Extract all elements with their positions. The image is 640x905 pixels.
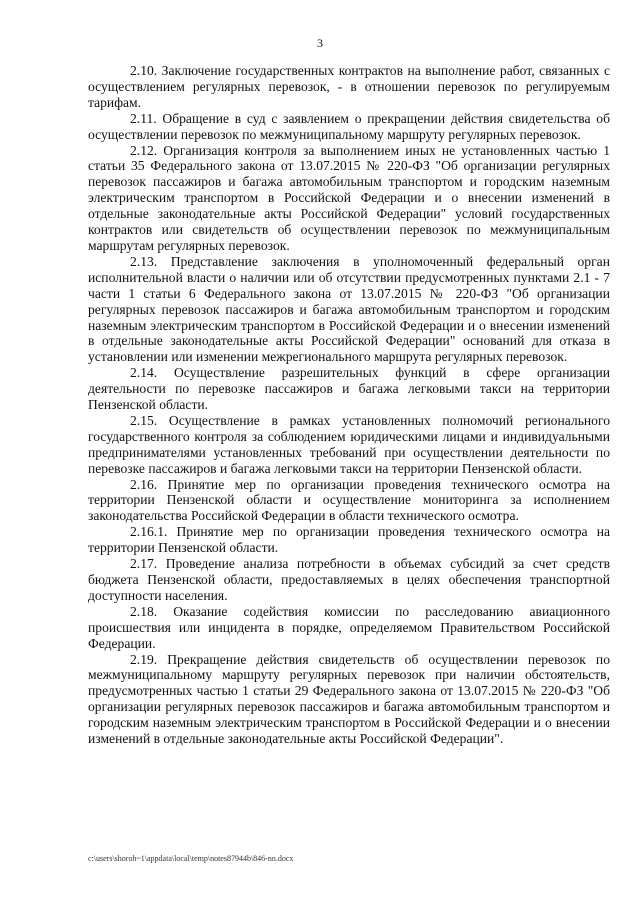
- document-body: [88, 63, 610, 747]
- page-number: 3: [317, 36, 323, 50]
- paragraph-2-19: 2.19. Прекращение действия свидетельств об осуществлении перевозок по межмуниципальному маршруту регулярных перевозок при наличии обстоятельств, предусмотренных частью 1 статьи 29 Федерального закона от 13.07.2015 № 220-ФЗ "Об организации регулярных перевозок пассажиров и багажа автомобильным транспортом и городским наземным электрическим транспортом в Российской Федерации и о внесении изменений в отдельные законодательные акты Российской Федерации".: [88, 651, 610, 747]
- paragraph-2-16-1: 2.16.1. Принятие мер по организации проведения технического осмотра на территории Пензенской области.: [88, 524, 610, 556]
- paragraph-2-11: 2.11. Обращение в суд с заявлением о прекращении действия свидетельства об осуществлении перевозок по межмуниципальному маршруту регулярных перевозок.: [88, 110, 610, 142]
- paragraph-2-14: 2.14. Осуществление разрешительных функций в сфере организации деятельности по перевозке пассажиров и багажа легковыми такси на территории Пензенской области.: [88, 365, 610, 413]
- paragraph-2-13: 2.13. Представление заключения в уполномоченный федеральный орган исполнительной власти о наличии или об отсутствии предусмотренных пунктами 2.1 - 7 части 1 статьи 6 Федерального закона от 13.07.2015 № 220-ФЗ "Об организации регулярных перевозок пассажиров и багажа автомобильным транспортом и городским наземным электрическим транспортом в Российской Федерации и о внесении изменений в отдельные законодательные акты Российской Федерации" оснований для отказа в установлении или изменении межрегионального маршрута регулярных перевозок.: [88, 253, 610, 365]
- footer-file-path: c:\users\shoroh~1\appdata\local\temp\notes87944b\846-nn.docx: [88, 854, 294, 863]
- paragraph-2-16: 2.16. Принятие мер по организации проведения технического осмотра на территории Пензенской области и осуществление мониторинга за исполнением законодательства Российской Федерации в области технического осмотра.: [88, 476, 610, 524]
- paragraph-2-12: 2.12. Организация контроля за выполнением иных не установленных частью 1 статьи 35 Федерального закона от 13.07.2015 № 220-ФЗ "Об организации регулярных перевозок пассажиров и багажа автомобильным транспортом и городским наземным электрическим транспортом в Российской Федерации и о внесении изменений в отдельные законодательные акты Российской Федерации" условий государственных контрактов или свидетельств об осуществлении перевозок по межмуниципальным маршрутам регулярных перевозок.: [88, 142, 610, 253]
- paragraph-2-18: 2.18. Оказание содействия комиссии по расследованию авиационного происшествия или инцидента в порядке, определяемом Правительством Российской Федерации.: [88, 603, 610, 651]
- paragraph-2-15: 2.15. Осуществление в рамках установленных полномочий регионального государственного контроля за соблюдением юридическими лицами и индивидуальными предпринимателями установленных требований при осуществлении деятельности по перевозке пассажиров и багажа легковыми такси на территории Пензенской области.: [88, 412, 610, 476]
- paragraph-2-10: 2.10. Заключение государственных контрактов на выполнение работ, связанных с осуществлением регулярных перевозок, - в отношении перевозок по регулируемым тарифам.: [88, 63, 610, 110]
- paragraph-2-17: 2.17. Проведение анализа потребности в объемах субсидий за счет средств бюджета Пензенской области, предоставляемых в целях обеспечения транспортной доступности населения.: [88, 556, 610, 603]
